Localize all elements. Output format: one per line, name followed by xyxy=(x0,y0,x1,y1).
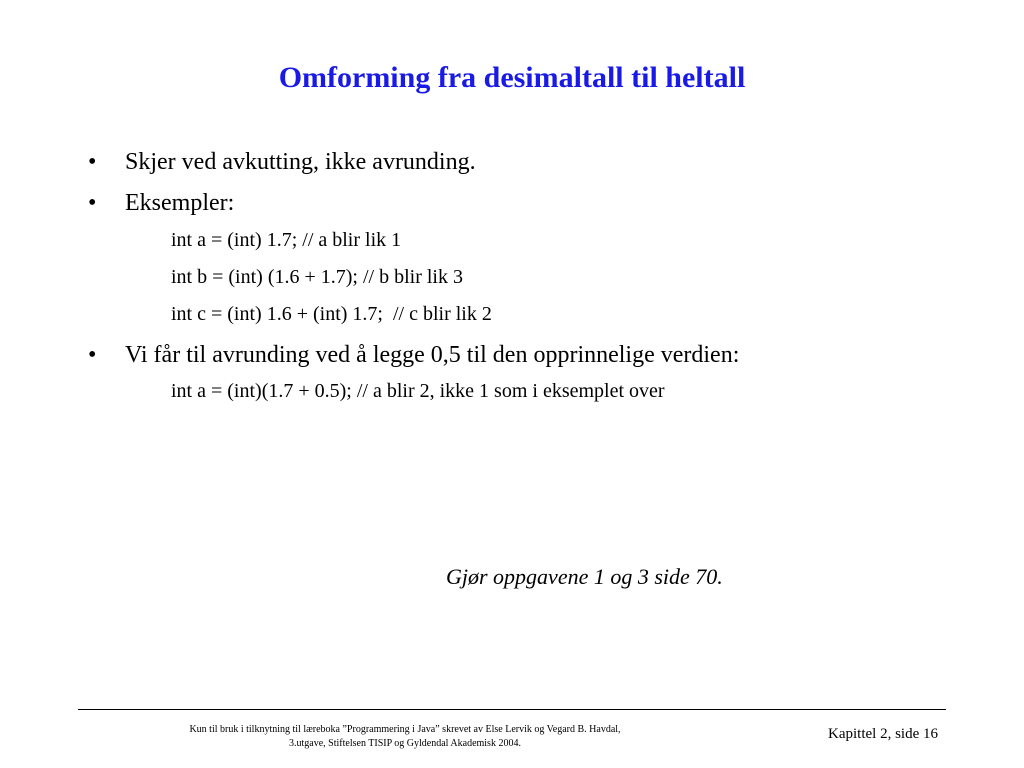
bullet-text: Vi får til avrunding ved å legge 0,5 til den opprinnelige verdien: xyxy=(125,342,740,368)
bullet-marker: • xyxy=(88,342,97,368)
bullet-text: Eksempler: xyxy=(125,190,235,216)
page-number: Kapittel 2, side 16 xyxy=(828,726,938,742)
footer-divider xyxy=(78,709,946,710)
footer-credit-line-2: 3.utgave, Stiftelsen TISIP og Gyldendal Akademisk 2004. xyxy=(289,738,521,749)
bullet-marker: • xyxy=(88,190,97,216)
example-line-c: int c = (int) 1.6 + (int) 1.7; // c blir lik 2 xyxy=(171,303,492,325)
bullet-rounding xyxy=(88,339,739,371)
footer-credit xyxy=(150,723,660,751)
slide-title: Omforming fra desimaltall til heltall xyxy=(278,61,746,94)
exercise-note: Gjør oppgavene 1 og 3 side 70. xyxy=(446,564,723,589)
example-line-b: int b = (int) (1.6 + 1.7); // b blir lik 3 xyxy=(171,266,463,288)
bullet-truncation xyxy=(88,146,476,178)
bullet-examples xyxy=(88,187,234,219)
bullet-text: Skjer ved avkutting, ikke avrunding. xyxy=(125,149,476,175)
rounding-example-line: int a = (int)(1.7 + 0.5); // a blir 2, ikke 1 som i eksemplet over xyxy=(171,380,665,402)
footer-credit-line-1: Kun til bruk i tilknytning til læreboka ”Programmering i Java” skrevet av Else Lervik og Vegard B. Havdal, xyxy=(189,724,621,735)
bullet-marker: • xyxy=(88,149,97,175)
example-line-a: int a = (int) 1.7; // a blir lik 1 xyxy=(171,229,402,251)
